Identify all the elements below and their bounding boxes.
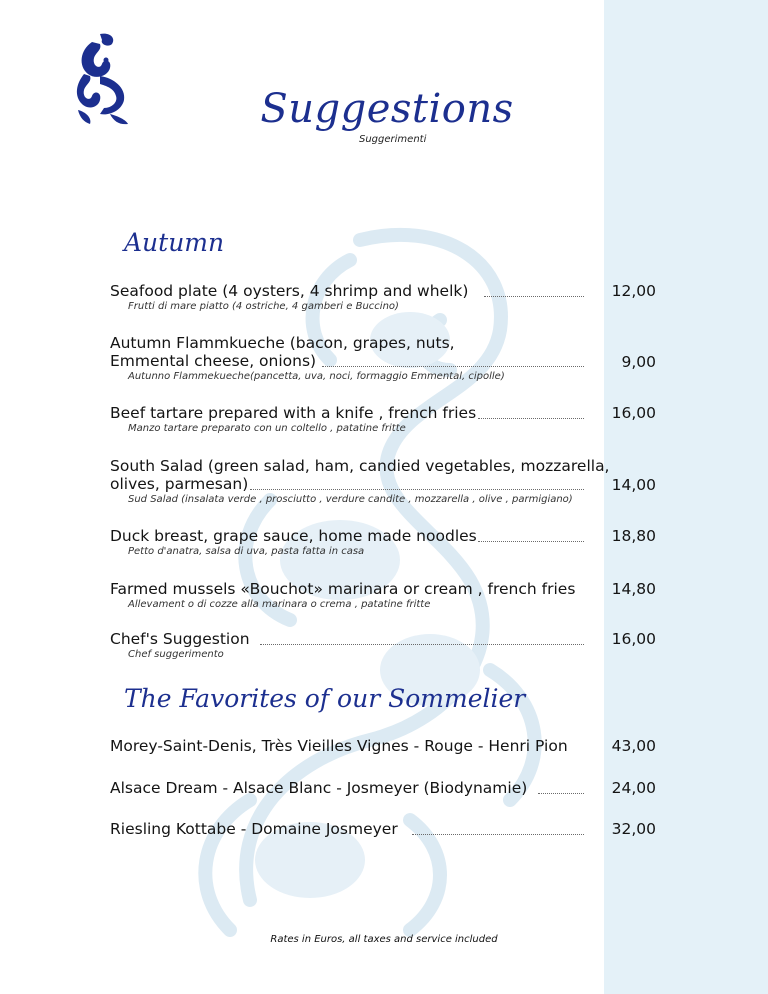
menu-item [110, 580, 656, 610]
item-price: 14,80 [611, 580, 656, 598]
section-title-autumn: Autumn [124, 228, 225, 257]
wine-item [110, 779, 656, 797]
menu-item [110, 282, 656, 312]
item-translation: Allevament o di cozze alla marinara o crema , patatine fritte [128, 599, 431, 610]
menu-item [110, 334, 656, 382]
dot-leader [412, 834, 584, 835]
section-title-sommelier: The Favorites of our Sommelier [124, 684, 526, 713]
item-translation: Petto d'anatra, salsa di uva, pasta fatta in casa [128, 546, 365, 557]
item-price: 12,00 [611, 282, 656, 300]
dot-leader [484, 296, 584, 297]
menu-item [110, 404, 656, 434]
dot-leader [322, 366, 584, 367]
item-price: 32,00 [611, 820, 656, 838]
item-name: Farmed mussels «Bouchot» marinara or cream , french fries [110, 580, 576, 598]
menu-item [110, 630, 656, 660]
page-subtitle: Suggerimenti [359, 134, 427, 145]
page-title: Suggestions [260, 86, 514, 132]
menu-item [110, 527, 656, 557]
item-translation: Frutti di mare piatto (4 ostriche, 4 gamberi e Buccino) [128, 301, 399, 312]
item-name-line1: Autumn Flammkueche (bacon, grapes, nuts, [110, 334, 455, 352]
dot-leader [478, 541, 584, 542]
item-name: Morey-Saint-Denis, Très Vieilles Vignes - Rouge - Henri Pion [110, 737, 568, 755]
item-translation: Manzo tartare preparato con un coltello , patatine fritte [128, 423, 406, 434]
dot-leader [250, 489, 584, 490]
item-price: 14,00 [611, 476, 656, 494]
item-name: Alsace Dream - Alsace Blanc - Josmeyer (Biodynamie) [110, 779, 528, 797]
item-price: 24,00 [611, 779, 656, 797]
item-price: 16,00 [611, 630, 656, 648]
dot-leader [538, 793, 584, 794]
item-translation: Sud Salad (insalata verde , prosciutto , verdure candite , mozzarella , olive , parmigiano) [128, 494, 573, 505]
item-name: Duck breast, grape sauce, home made noodles [110, 527, 477, 545]
item-name: Chef's Suggestion [110, 630, 250, 648]
wine-item [110, 737, 656, 755]
item-name: Riesling Kottabe - Domaine Josmeyer [110, 820, 398, 838]
item-name-line1: South Salad (green salad, ham, candied vegetables, mozzarella, [110, 457, 610, 475]
dot-leader [260, 644, 584, 645]
footer-note: Rates in Euros, all taxes and service included [270, 934, 498, 945]
dot-leader [478, 418, 584, 419]
item-translation: Autunno Flammekueche(pancetta, uva, noci, formaggio Emmental, cipolle) [128, 371, 505, 382]
menu-item [110, 457, 656, 505]
item-name: Emmental cheese, onions) [110, 352, 317, 370]
item-name: Seafood plate (4 oysters, 4 shrimp and whelk) [110, 282, 469, 300]
item-translation: Chef suggerimento [128, 649, 224, 660]
wine-item [110, 820, 656, 838]
item-name: olives, parmesan) [110, 475, 249, 493]
item-price: 43,00 [611, 737, 656, 755]
item-name: Beef tartare prepared with a knife , french fries [110, 404, 477, 422]
item-price: 9,00 [621, 353, 656, 371]
item-price: 18,80 [611, 527, 656, 545]
item-price: 16,00 [611, 404, 656, 422]
